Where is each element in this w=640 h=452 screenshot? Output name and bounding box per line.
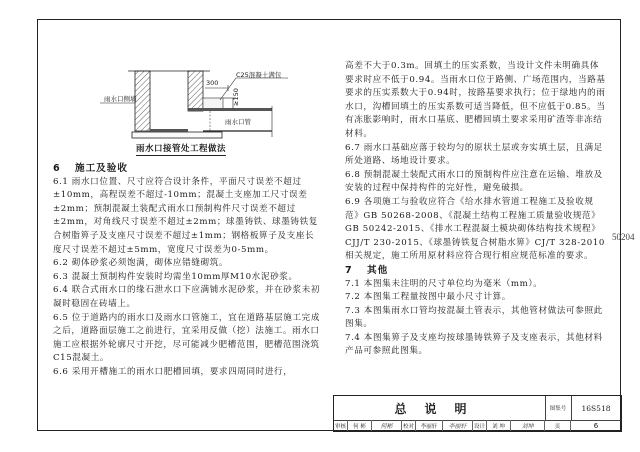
review-signature: 何彬 bbox=[372, 420, 402, 431]
item-6-7: 6.7 雨水口基础应落于较均匀的原状土层或夯实填土层，且满足所处道路、场地设计要求。 bbox=[345, 142, 603, 167]
item-6-8: 6.8 预制混凝土装配式雨水口的预制构件应注意在运输、堆放及安装的过程中保持构件的完好性，避免破损。 bbox=[345, 169, 603, 194]
design-label: 设计 bbox=[473, 420, 487, 431]
label-concrete-wrap: C25混凝土满包 bbox=[236, 71, 282, 79]
item-7-1: 7.1 本图集未注明的尺寸单位均为毫米（mm）。 bbox=[345, 278, 543, 289]
review-name: 何 彬 bbox=[348, 420, 372, 431]
item-6-6-continued: 高差不大于0.3m。回填土的压实系数，当设计文件未明确具体要求时应不低于0.94。当雨水口位于路侧、广场范围内，当路基要求的压实系数大于0.94时，按路基要求执行；位于绿地内的雨水口，沟槽回填土的压实系数可适当降低，但不应低于0.85。当有冻胀影响时，雨水口基底、肥槽回填土要求采用矿渣等非冻结材料。 bbox=[345, 61, 606, 139]
check-label: 校对 bbox=[402, 420, 416, 431]
side-mark: 50204 bbox=[612, 232, 635, 242]
left-text-column bbox=[53, 162, 323, 380]
check-name: 李丽轩 bbox=[416, 420, 443, 431]
label-dim-150: ≥150 bbox=[232, 88, 240, 106]
label-pipe: 雨水口管 bbox=[225, 118, 251, 126]
item-6-5: 6.5 位于道路内的雨水口及雨水口管施工，宜在道路基层施工完成之后，道路面层施工之前进行，宜采用反做（挖）法施工。雨水口施工应根据外轮廓尺寸开挖，尽可能减少肥槽范围，肥槽范围浇筑C15混凝土。 bbox=[53, 312, 321, 364]
right-text-column bbox=[345, 60, 607, 359]
signature-row bbox=[334, 420, 621, 431]
check-signature: 李丽轩 bbox=[443, 420, 473, 431]
item-7-4: 7.4 本图集箅子及支座均按球墨铸铁箅子及支座表示，其他材料产品可参照此图集。 bbox=[345, 332, 603, 357]
label-dim-300: 300 bbox=[206, 79, 219, 87]
item-6-3: 6.3 混凝土预制构件安装时均需坐10mm厚M10水泥砂浆。 bbox=[53, 271, 298, 282]
item-7-2: 7.2 本图集工程量按图中最小尺寸计算。 bbox=[345, 292, 511, 303]
design-signature: 刘坤 bbox=[511, 420, 545, 431]
design-name: 刘 坤 bbox=[487, 420, 511, 431]
item-6-9: 6.9 各项施工与验收应符合《给水排水管道工程施工及验收规范》GB 50268-2008、《混凝土结构工程施工质量验收规范》GB 50242-2015、《排水工程混凝土模块砌体结构技术规程》CJJ/T 230-2015、《球墨铸铁复合树脂水箅》CJ/T 328-2010相关规定，施工所用原材料应符合现行相应规范标准的要求。 bbox=[345, 196, 605, 262]
item-6-1: 6.1 雨水口位置、尺寸应符合设计条件，平面尺寸误差不超过±10mm，高程误差不超过-10mm；混凝土支座加工尺寸误差±2mm；预制混凝土装配式雨水口预制构件尺寸误差不超过±2mm，对角线尺寸误差不超过±2mm；球墨铸铁、球墨铸铁复合树脂箅子及支座尺寸误差不超过±1mm；钢格板箅子及支座长度尺寸误差不超过±5mm，宽度尺寸误差为0-5mm。 bbox=[53, 176, 318, 255]
atlas-number-label: 图集号 bbox=[545, 396, 572, 421]
sheet-title: 总说明 bbox=[334, 396, 546, 421]
page-value: 6 bbox=[593, 421, 599, 430]
item-7-3: 7.3 本图集雨水口管均按混凝土管表示，其他管材做法可参照此图集。 bbox=[345, 305, 603, 330]
item-6-2: 6.2 砌体砂浆必须饱满，砌体应错缝砌筑。 bbox=[53, 258, 229, 269]
atlas-number-value: 16S518 bbox=[571, 396, 621, 421]
label-side-wall: 雨水口侧墙 bbox=[104, 95, 137, 103]
item-6-6: 6.6 采用开槽施工的雨水口肥槽回填，要求四周同时进行， bbox=[53, 366, 293, 377]
section-7-heading: 7 其他 bbox=[345, 264, 389, 276]
review-label: 审核 bbox=[334, 420, 348, 431]
title-block bbox=[333, 395, 622, 432]
item-6-4: 6.4 联合式雨水口的缘石泄水口下应满铺水泥砂浆，并在砂浆未初凝时稳固在砖墙上。 bbox=[53, 285, 321, 309]
page-label: 页 bbox=[545, 420, 571, 431]
detail-caption: 雨水口接管处工程做法 bbox=[136, 144, 227, 154]
section-6-heading: 6 施工及验收 bbox=[53, 163, 128, 174]
